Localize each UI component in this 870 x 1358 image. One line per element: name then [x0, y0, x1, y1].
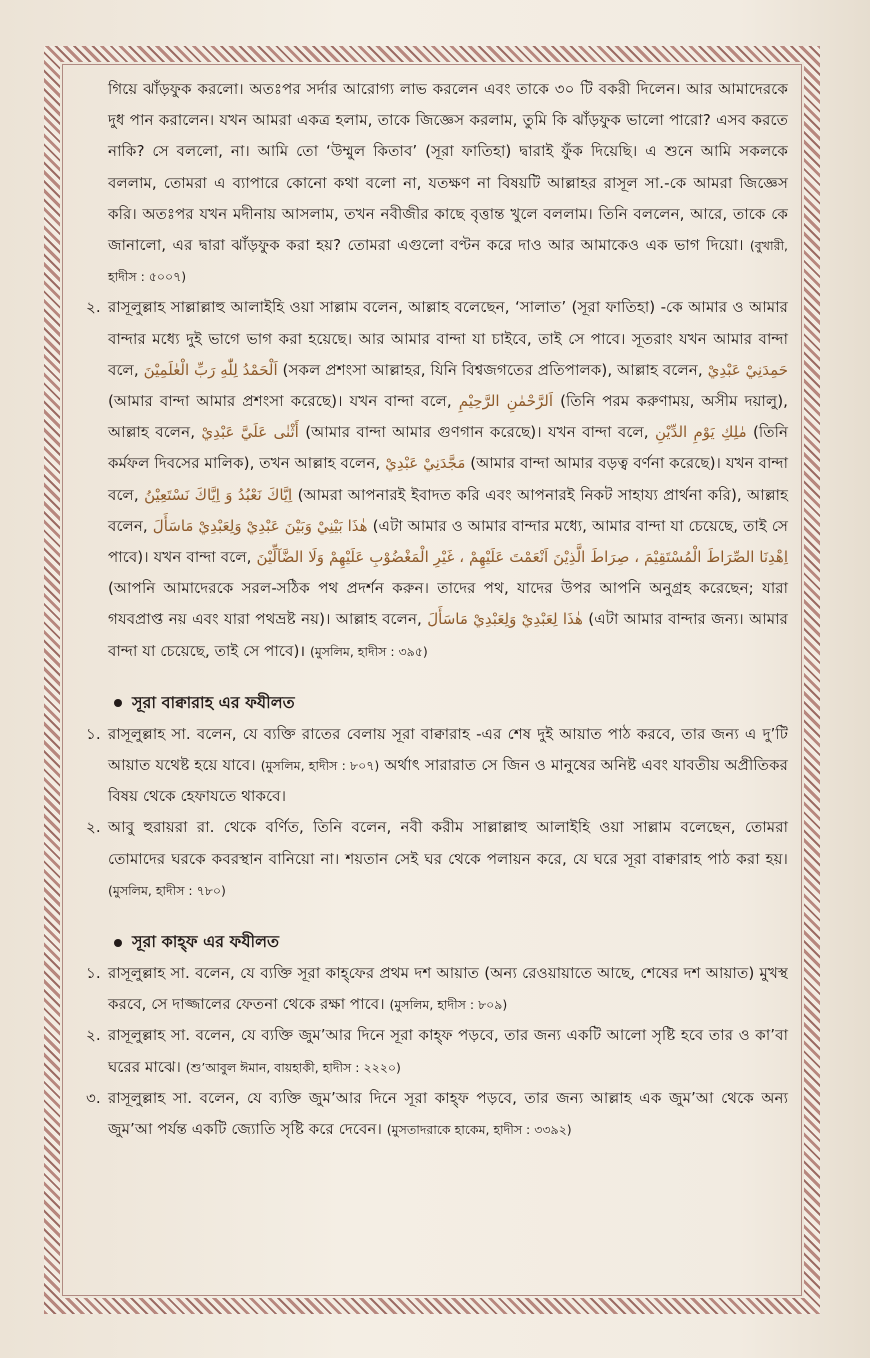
arabic-verse: مٰلِكِ يَوْمِ الدِّيْنِ: [654, 423, 747, 442]
bullet-icon: [114, 699, 122, 707]
item-number: ২.: [86, 818, 101, 837]
list-item: [86, 719, 788, 813]
item-number: ১.: [86, 964, 101, 983]
hadith-text: রাসূলুল্লাহ সা. বলেন, যে ব্যক্তি রাতের বেলায় সূরা বাক্বারাহ -এর শেষ দুই আয়াত পাঠ করবে, তার জন্য এ দু’টি আয়াত যথেষ্ট হয়ে যাবে। (মুসলিম, হাদীস : ৮০৭) অর্থাৎ সারারাত সে জিন ও মানুষের অনিষ্ট এবং যাবতীয় অপ্রীতিকর বিষয় থেকে হেফাযতে থাকবে।: [108, 724, 789, 806]
hadith-text: আবু হুরায়রা রা. থেকে বর্ণিত, তিনি বলেন, নবী করীম সাল্লাল্লাহু আলাইহি ওয়া সাল্লাম বলেছেন, তোমরা তোমাদের ঘরকে কবরস্থান বানিয়ো না। শয়তান সেই ঘর থেকে পলায়ন করে, যে ঘরে সূরা বাক্বারাহ পাঠ করা হয়। (মুসলিম, হাদীস : ৭৮০): [108, 818, 788, 898]
list-item-fatiha: [86, 292, 788, 666]
arabic-verse: اَلْحَمْدُ لِلّٰهِ رَبِّ الْعٰلَمِيْنَ: [143, 360, 278, 379]
hadith-text: রাসূলুল্লাহ সাল্লাল্লাহু আলাইহি ওয়া সাল্লাম বলেন, আল্লাহ বলেছেন, ‘সালাত’ (সূরা ফাতিহা) -কে আমার ও আমার বান্দার মধ্যে দুই ভাগে ভাগ করা হয়েছে। আর আমার বান্দা যা চাইবে, তাই সে পাবে। সূতরাং যখন আমার বান্দা বলে, اَلْحَمْدُ لِلّٰهِ رَبِّ الْعٰلَمِيْنَ (সকল প্রশংসা আল্লাহর, যিনি বিশ্বজগতের প্রতিপালক), আল্লাহ বলেন, حَمِدَنِيْ عَبْدِيْ (আমার বান্দা আমার প্রশংসা করেছে)। যখন বান্দা বলে, اَلرَّحْمٰنِ الرَّحِيْمِ (তিনি পরম করুণাময়, অসীম দয়ালু), আল্লাহ বলেন, أَثْنٰى عَلَيَّ عَبْدِيْ (আমার বান্দা আমার গুণগান করেছে)। যখন বান্দা বলে, مٰلِكِ يَوْمِ الدِّيْنِ (তিনি কর্মফল দিবসের মালিক), তখন আল্লাহ বলেন, مَجَّدَنِيْ عَبْدِيْ (আমার বান্দা আমার বড়ত্ব বর্ণনা করেছে)। যখন বান্দা বলে, اِيَّاكَ نَعْبُدُ وَ اِيَّاكَ نَسْتَعِيْنُ (আমরা আপনারই ইবাদত করি এবং আপনারই নিকট সাহায্য প্রার্থনা করি), আল্লাহ বলেন, هٰذَا بَيْنِيْ وَبَيْنَ عَبْدِيْ وَلِعَبْدِيْ مَاسَأَلَ (এটা আমার ও আমার বান্দার মধ্যে, আমার বান্দা যা চেয়েছে, তাই সে পাবে)। যখন বান্দা বলে, اِهْدِنَا الصِّرَاطَ الْمُسْتَقِيْمَ ، صِرَاطَ الَّذِيْنَ اَنْعَمْتَ عَلَيْهِمْ ، غَيْرِ الْمَغْضُوْبِ عَلَيْهِمْ وَلَا الضَّآلِّيْنَ (আপনি আমাদেরকে সরল-সঠিক পথ প্রদর্শন করুন। তাদের পথ, যাদের উপর আপনি অনুগ্রহ করেছেন; যারা গযবপ্রাপ্ত নয় এবং যারা পথভ্রষ্ট নয়)। আল্লাহ বলেন, هٰذَا لِعَبْدِيْ وَلِعَبْدِيْ مَاسَأَلَ (এটা আমার বান্দার জন্য। আমার বান্দা যা চেয়েছে, তাই সে পাবে)। (মুসলিম, হাদীস : ৩৯৫): [108, 298, 789, 660]
hadith-reference: (মুসতাদরাকে হাকেম, হাদীস : ৩৩৯২): [386, 1122, 572, 1138]
hadith-reference: (বুখারী, হাদীস : ৫০০৭): [108, 238, 789, 285]
arabic-verse: هٰذَا بَيْنِيْ وَبَيْنَ عَبْدِيْ وَلِعَبْدِيْ مَاسَأَلَ: [152, 516, 368, 535]
hadith-reference: (মুসলিম, হাদীস : ৩৯৫): [309, 643, 428, 659]
item-number: ২.: [86, 1026, 101, 1045]
list-item: [86, 1020, 788, 1082]
arabic-verse: اِهْدِنَا الصِّرَاطَ الْمُسْتَقِيْمَ ، صِرَاطَ الَّذِيْنَ اَنْعَمْتَ عَلَيْهِمْ ، غَيْرِ الْمَغْضُوْبِ عَلَيْهِمْ وَلَا الضَّآلِّيْنَ: [256, 548, 788, 567]
arabic-verse: اَلرَّحْمٰنِ الرَّحِيْمِ: [458, 392, 553, 411]
arabic-verse: اِيَّاكَ نَعْبُدُ وَ اِيَّاكَ نَسْتَعِيْنُ: [144, 485, 293, 504]
hadith-reference: (মুসলিম, হাদীস : ৮০৭): [260, 758, 380, 774]
hadith-reference: (মুসলিম, হাদীস : ৭৮০): [108, 882, 226, 898]
hadith-reference: (শু’আবুল ঈমান, বায়হাকী, হাদীস : ২২২০): [185, 1059, 401, 1075]
section-heading-kahf: সূরা কাহ্‌ফ এর ফযীলত: [86, 926, 788, 958]
arabic-verse: أَثْنٰى عَلَيَّ عَبْدِيْ: [201, 423, 299, 442]
item-number: ১.: [86, 724, 101, 743]
arabic-verse: حَمِدَنِيْ عَبْدِيْ: [707, 360, 789, 379]
hadith-text: রাসূলুল্লাহ সা. বলেন, যে ব্যক্তি জুম’আর দিনে সূরা কাহ্‌ফ পড়বে, তার জন্য আল্লাহ এক জুম’আ থেকে অন্য জুম’আ পর্যন্ত একটি জ্যোতি সৃষ্টি করে দেবেন। (মুসতাদরাকে হাকেম, হাদীস : ৩৩৯২): [108, 1088, 788, 1139]
hadith-text: রাসূলুল্লাহ সা. বলেন, যে ব্যক্তি সূরা কাহ্‌ফের প্রথম দশ আয়াত (অন্য রেওয়ায়াতে আছে, শেষের দশ আয়াত) মুখস্থ করবে, সে দাজ্জালের ফেতনা থেকে রক্ষা পাবে। (মুসলিম, হাদীস : ৮০৯): [108, 964, 788, 1014]
item-number: ৩.: [86, 1088, 101, 1107]
arabic-verse: هٰذَا لِعَبْدِيْ وَلِعَبْدِيْ مَاسَأَلَ: [427, 610, 583, 629]
bullet-icon: [114, 939, 122, 947]
hadith-text: রাসূলুল্লাহ সা. বলেন, যে ব্যক্তি জুম’আর দিনে সূরা কাহ্‌ফ পড়বে, তার জন্য একটি আলো সৃষ্টি হবে তার ও কা’বা ঘরের মাঝে। (শু’আবুল ঈমান, বায়হাকী, হাদীস : ২২২০): [108, 1026, 788, 1076]
list-item: [86, 958, 788, 1020]
hadith-reference: (মুসলিম, হাদীস : ৮০৯): [389, 997, 508, 1013]
section-heading-baqarah: সূরা বাক্বারাহ এর ফযীলত: [86, 687, 788, 719]
list-item: [86, 812, 788, 906]
item-number: ২.: [86, 298, 101, 317]
list-item: [86, 1083, 788, 1145]
page-content: [86, 74, 788, 1145]
intro-paragraph: গিয়ে ঝাঁড়ফুক করলো। অতঃপর সর্দার আরোগ্য লাভ করলেন এবং তাকে ৩০ টি বকরী দিলেন। আর আমাদেরকে দুধ পান করালেন। যখন আমরা একত্র হলাম, তাকে জিজ্ঞেস করলাম, তুমি কি ঝাঁড়ফুক ভালো পারো? এসব করতে নাকি? সে বললো, না। আমি তো ‘উম্মুল কিতাব’ (সূরা ফাতিহা) দ্বারাই ফুঁক দিয়েছি। এ শুনে আমি সকলকে বললাম, তোমরা এ ব্যাপারে কোনো কথা বলো না, যতক্ষণ না বিষয়টি আল্লাহর রাসূল সা.-কে আমরা জিজ্ঞেস করি। অতঃপর যখন মদীনায় আসলাম, তখন নবীজীর কাছে বৃত্তান্ত খুলে বললাম। তিনি বললেন, আরে, তাকে কে জানালো, এর দ্বারা ঝাঁড়ফুক করা হয়? তোমরা এগুলো বণ্টন করে দাও আর আমাকেও এক ভাগ দিয়ো। (বুখারী, হাদীস : ৫০০৭): [108, 80, 789, 285]
arabic-verse: مَجَّدَنِيْ عَبْدِيْ: [385, 454, 466, 473]
